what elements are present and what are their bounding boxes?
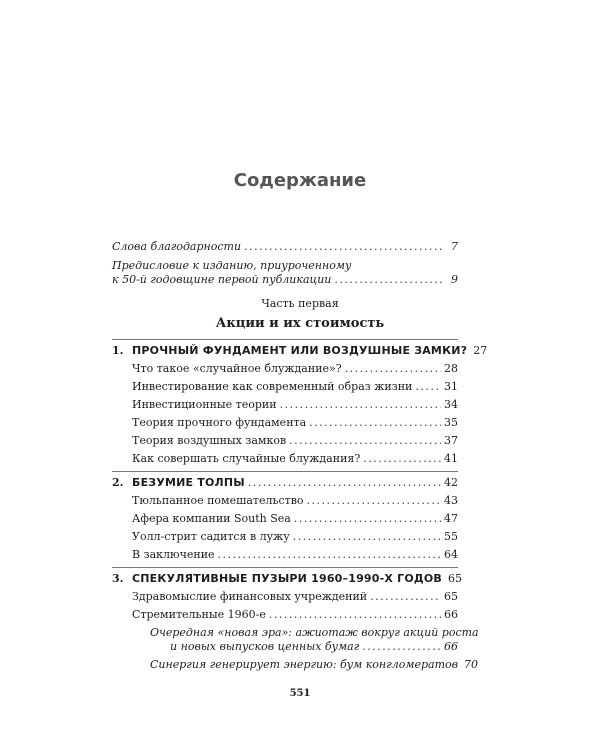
toc-section[interactable]: [132, 608, 458, 622]
toc-entry-text: Синергия генерирует энергию: бум конгломератов: [150, 658, 459, 671]
toc-entry-page: 9: [451, 273, 458, 286]
toc-entry-text: Теория воздушных замков: [132, 434, 287, 447]
chapter-title: СПЕКУЛЯТИВНЫЕ ПУЗЫРИ 1960–1990-Х ГОДОВ: [132, 572, 443, 585]
page-number: 551: [289, 688, 311, 699]
toc-entry-page: 66: [444, 608, 458, 621]
chapter-title: ПРОЧНЫЙ ФУНДАМЕНТ ИЛИ ВОЗДУШНЫЕ ЗАМКИ?: [132, 344, 468, 357]
toc-section[interactable]: [132, 590, 458, 604]
toc-entry-page: 28: [444, 362, 458, 375]
dot-leader: [362, 640, 441, 654]
toc-section[interactable]: [132, 362, 458, 376]
toc-entry-page: 47: [444, 512, 458, 525]
toc-chapter-2[interactable]: [132, 476, 458, 490]
toc-section[interactable]: [132, 380, 458, 394]
chapter-divider: [112, 471, 458, 472]
toc-chapter-3[interactable]: [132, 572, 463, 586]
toc-entry-page: 65: [444, 590, 458, 603]
toc-entry-page: 70: [464, 658, 479, 671]
toc-chapter-1[interactable]: [132, 344, 488, 358]
dot-leader: [244, 240, 443, 254]
toc-entry-text: Здравомыслие финансовых учреждений: [132, 590, 368, 603]
toc-entry-text: Инвестиционные теории: [132, 398, 277, 411]
dot-leader: [289, 434, 441, 448]
toc-entry-text: Инвестирование как современный образ жизни: [132, 380, 413, 393]
toc-section[interactable]: [132, 416, 458, 430]
toc-entry-preface[interactable]: [112, 273, 458, 287]
dot-leader: [269, 608, 441, 622]
page-title: Содержание: [233, 170, 367, 191]
dot-leader: [334, 273, 443, 287]
dot-leader: [218, 548, 441, 562]
toc-subsection-line1[interactable]: Очередная «новая эра»: ажиотаж вокруг акций роста: [150, 626, 479, 639]
toc-entry-text: Тюльпанное помешательство: [132, 494, 304, 507]
toc-entry-text: В заключение: [132, 548, 215, 561]
toc-entry-acknowledgements[interactable]: [112, 240, 458, 254]
toc-entry-preface-line1[interactable]: Предисловие к изданию, приуроченному: [112, 259, 352, 272]
toc-section[interactable]: [132, 434, 458, 448]
toc-entry-page: 27: [473, 344, 488, 357]
dot-leader: [415, 380, 441, 394]
dot-leader: [307, 494, 441, 508]
part-label: Часть первая: [261, 297, 339, 310]
dot-leader: [294, 512, 441, 526]
toc-entry-page: 35: [444, 416, 458, 429]
toc-section[interactable]: [132, 494, 458, 508]
dot-leader: [280, 398, 441, 412]
toc-section[interactable]: [132, 512, 458, 526]
toc-entry-text: Слова благодарности: [112, 240, 242, 253]
dot-leader: [293, 530, 441, 544]
toc-entry-page: 43: [444, 494, 458, 507]
toc-entry-text: Афера компании South Sea: [132, 512, 291, 525]
toc-section[interactable]: [132, 548, 458, 562]
toc-entry-text: Как совершать случайные блуждания?: [132, 452, 361, 465]
dot-leader: [363, 452, 441, 466]
chapter-number: 1.: [112, 344, 124, 357]
toc-entry-text: Теория прочного фундамента: [132, 416, 307, 429]
chapter-number: 3.: [112, 572, 124, 585]
chapter-title: БЕЗУМИЕ ТОЛПЫ: [132, 476, 245, 489]
part-title: Акции и их стоимость: [215, 316, 385, 331]
toc-entry-page: 34: [444, 398, 458, 411]
toc-subsection[interactable]: [170, 640, 458, 654]
toc-entry-text: Стремительные 1960-е: [132, 608, 266, 621]
chapter-divider: [112, 567, 458, 568]
toc-entry-page: 66: [444, 640, 458, 653]
toc-entry-page: 41: [444, 452, 458, 465]
toc-subsection[interactable]: [150, 658, 479, 672]
toc-section[interactable]: [132, 530, 458, 544]
toc-entry-page: 64: [444, 548, 458, 561]
toc-entry-text: к 50-й годовщине первой публикации: [112, 273, 332, 286]
dot-leader: [248, 476, 441, 490]
toc-entry-page: 65: [448, 572, 463, 585]
dot-leader: [345, 362, 441, 376]
dot-leader: [309, 416, 441, 430]
toc-entry-text: Что такое «случайное блуждание»?: [132, 362, 342, 375]
chapter-number: 2.: [112, 476, 124, 489]
chapter-divider: [112, 339, 458, 340]
toc-entry-text: Уолл-стрит садится в лужу: [132, 530, 290, 543]
toc-section[interactable]: [132, 398, 458, 412]
toc-entry-page: 7: [451, 240, 458, 253]
toc-entry-page: 55: [444, 530, 458, 543]
dot-leader: [370, 590, 441, 604]
toc-entry-text: и новых выпусков ценных бумаг: [170, 640, 360, 653]
toc-entry-page: 37: [444, 434, 458, 447]
toc-section[interactable]: [132, 452, 458, 466]
toc-entry-page: 42: [444, 476, 458, 489]
toc-entry-page: 31: [444, 380, 458, 393]
